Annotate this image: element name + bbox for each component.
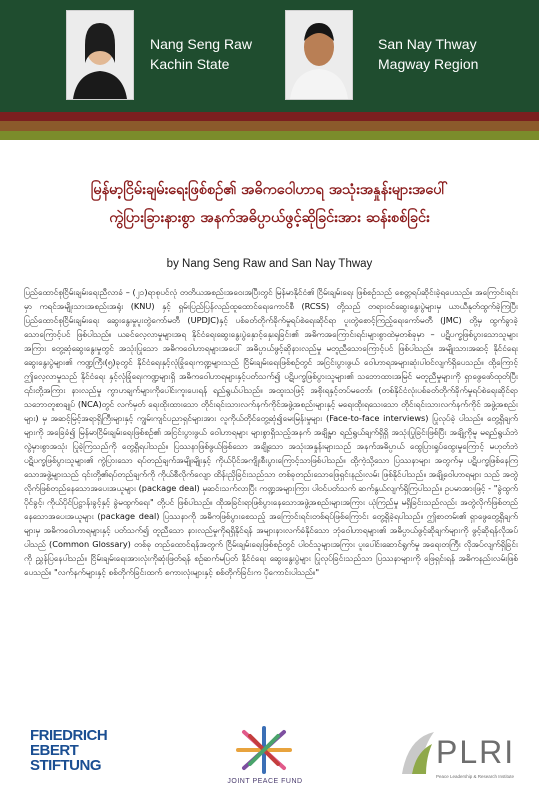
person-left-name: Nang Seng Raw bbox=[150, 36, 252, 52]
article-byline: by Nang Seng Raw and San Nay Thway bbox=[166, 258, 373, 270]
fes-logo-line3: STIFTUNG bbox=[30, 757, 101, 774]
plri-mark-icon bbox=[398, 728, 438, 780]
plri-subtitle: Peace Leadership & Research Institute bbox=[436, 774, 515, 779]
footer-logos bbox=[0, 720, 539, 810]
portrait-icon bbox=[286, 11, 352, 99]
accent-stripe-red bbox=[0, 112, 539, 121]
person-left-region: Kachin State bbox=[150, 56, 230, 72]
person-right-region: Magway Region bbox=[378, 56, 479, 72]
person-right-name: San Nay Thway bbox=[378, 36, 477, 52]
avatar-san-nay-thway bbox=[285, 10, 353, 100]
fes-logo bbox=[30, 728, 122, 773]
joint-peace-fund-label: JOINT PEACE FUND bbox=[227, 778, 303, 785]
portrait-icon bbox=[67, 11, 133, 99]
fes-logo-line1: FRIEDRICH bbox=[30, 727, 108, 744]
fes-logo-line2: EBERT bbox=[30, 742, 79, 759]
accent-stripe-brown bbox=[0, 121, 539, 131]
article-title-line1: မြန်မာ့ငြိမ်းချမ်းရေးဖြစ်စဉ်၏ အဓိကဝေါဟာရ အသုံးအနှုန်းများအပေါ် bbox=[90, 182, 449, 198]
article-title bbox=[14, 176, 525, 232]
avatar-nang-seng-raw bbox=[66, 10, 134, 100]
header-banner bbox=[0, 0, 539, 112]
article-title-line2: ကွဲပြားခြားနားစွာ အနက်အဓိပ္ပာယ်ဖွင့်ဆိုခြင်းအား ဆန်းစစ်ခြင်း bbox=[109, 210, 430, 226]
plri-logo-text: PLRI bbox=[436, 734, 516, 770]
accent-stripe-olive bbox=[0, 131, 539, 140]
article-body: ပြည်ထောင်စုငြိမ်းချမ်းရေးညီလာခံ – (၂၁)ရာစုပင်လုံ တတိယအစည်းအဝေးအပြီးတွင် မြန်မာနိုင်ငံ၏ ငြိမ်းချမ်းရေး ဖြစ်စဉ်သည် စေတ္တရပ်ဆိုင်းခဲ့ရပေသည်။ အကြောင်းရင်းမှာ ကရင်အမျိုးသားအစည်းအရုံး (KNU) နှင့် ရှမ်းပြည်ပြန်လည်ထူထောင်ရေးကောင်စီ (RCSS) တို့သည် တရားဝင်ဆွေးနွေးပွဲများမှ ယာယီနုတ်ထွက်ခဲ့ကြပြီး ပြည်ထောင်စုငြိမ်းချမ်းရေး ဆွေးနွေးမှုပူးတွဲကော်မတီ (UPDJC)နှင့် ပစ်ခတ်တိုက်ခိုက်မှုရပ်စဲရေးဆိုင်ရာ ပူးတွဲစောင့်ကြည့်ရေးကော်မတီ (JMC) တို့မှ ထွက်ခွာခဲ့သောကြောင့်ပင် ဖြစ်ပါသည်။ ယခင်လေ့လာမှုများအရ နိုင်ငံရေးဆွေးနွေးပွဲနှောင့်နှေးရခြင်း၏ အဓိကအကြောင်းရင်းများစွာထဲမှတစ်ခုမှာ – ပဋိပက္ခဖြစ်ပွားသောသူများအကြား တွေ့ဆုံဆွေးနွေးမှုတွင် အသုံးပြုသော အဓိကဝေါဟာရများအပေါ် အဓိပ္ပာယ်ဖွင့်ဆိုနားလည်မှု မတူညီသောကြောင့်ပင် ဖြစ်ပါသည်။ အမျိုးသားအဆင့် နိုင်ငံရေးဆွေးနွေးပွဲများ၏ ကဏ္ဍကြီး(၅)ခုတွင် နိုင်ငံရေးနှင့်လုံခြုံရေးကဏ္ဍများသည် ငြိမ်းချမ်းရေးဖြစ်စဉ်တွင် အငြင်းပွားဖွယ် ဝေါဟာရအများဆုံးပါဝင်လျက်ရှိပေသည်။ ထို့ကြောင့် ဤလေ့လာမှုသည် နိုင်ငံရေး နှင့်လုံခြုံရေးကဏ္ဍများရှိ အဓိကဝေါဟာရများနှင့်ပတ်သက်၍ ပဋိပက္ခဖြစ်ပွားသူများ၏ သဘောထားအမြင် မတူညီမှုများကို ရှာဖွေဖော်ထုတ်ပြီး ၎င်းတို့အကြား နားလည်မှု ကွာဟချက်များကိုပေါင်းကူးပေးရန် ရည်ရွယ်ပါသည်။ အထူးသဖြင့် အစိုးရနှင့်တပ်မတော်၊ (တစ်နိုင်ငံလုံးပစ်ခတ်တိုက်ခိုက်မှုရပ်စဲရေးဆိုင်ရာ သဘောတူစာချုပ် (NCA)တွင် လက်မှတ် ရေးထိုးထားသော တိုင်းရင်းသားလက်နက်ကိုင်အဖွဲ့အစည်းများနှင့် မရေးထိုးရသေးသော တိုင်းရင်းသားလက်နက်ကိုင် အဖွဲ့အစည်းများ) မှ အဆင့်မြင့်အရာရှိကြီးများနှင့် ကျွမ်းကျင်ပညာရှင်များအား လူကိုယ်တိုင်တွေ့ဆုံ၍မေးမြန်းမှုများ (Face-to-face interviews) ပြုလုပ်ခဲ့ ပါသည်။ တွေ့ရှိချက်များကို အခြေခံ၍ မြန်မာငြိမ်းချမ်းရေးဖြစ်စဉ်၏ အငြင်းပွားဖွယ် ဝေါဟာရများ များစွာရှိသည့်အနက် အချို့မှာ ရည်ရွယ်ချက်ရှိရှိ အသုံးပြုခြင်းဖြစ်ပြီး အချို့ကိုမူ မရည်ရွယ်ဘဲလွဲမှားစွာအသုံး ပြုခဲ့ကြသည်ကို တွေ့ရှိရပါသည်။ ပြဿနာဖြစ်ဖွယ်ဖြစ်သော အချို့သော အသုံးအနှုန်းများသည် အနက်အဓိပ္ပာယ် ထွေပြားရှုပ်ထွေးမှုကြောင့် မဟုတ်ဘဲ ပဋိပက္ခဖြစ်ပွားသူများ၏ ကွဲပြားသော ရပ်တည်ချက်အမျိုးမျိုးနှင့် ကိုယ်ပိုင်အကျိုးစီးပွားကြောင့်သာဖြစ်ပါသည်။ ထို့ကဲ့သို့သော ပြဿနာများ အတွက်မှ ပဋိပက္ခဖြစ်နေကြသောအဖွဲ့များသည် ၎င်းတို့၏ရပ်တည်ချက်ကို ကိုယ်စီလိုက်လျော ထိန်းညှိခြင်းသည်သာ တစ်ခုတည်းသောဖြေရှင်းနည်းလမ်း ဖြစ်နိုင်ပါသည်။ အချို့ဝေါဟာရများ သည် အတွဲလိုက်ဖြစ်တည်နေသောအပေးအယူများ (package deal) မှဆင်းသက်လာပြီး ကဏ္ဍအများကြား ပါဝင်ပတ်သက် ဆက်နွယ်လျက်ရှိကြပါသည်။ ဥပမာအားဖြင့် - "ခွဲထွက်ပိုင်ခွင့်၊ ကိုယ်ပိုင်ပြဋ္ဌာန်းခွင့်နှင့် ခွဲမထွက်ရေး" တို့ပင် ဖြစ်ပါသည်။ ထိုအခြင်းရာဖြစ်ပွားနေသောအဖွဲ့အစည်းများအကြား ယုံကြည်မှု မရှိခြင်းသည်လည်း အတွဲလိုက်ဖြစ်တည် နေသောအပေးအယူများ (package deal) ပြဿနာကို အဓိကဖြစ်ပွားစေသည့် အကြောင်းရင်းတစ်ရပ်ဖြစ်ကြောင်း တွေ့ရှိခဲ့ရပါသည်။ ဤစာတမ်း၏ ရှာဖွေတွေ့ရှိချက်များမှ အဓိကဝေါဟာရများနှင့် ပတ်သက်၍ တူညီသော နားလည်မှုကိုရရှိနိုင်ရန် အများနားလက်ခံနိုင်သော ဘုံဝေါဟာရများ၏ အဓိပ္ပာယ်ဖွင့်ဆိုချက်များကို ဖွင့်ဆိုရန်လိုအပ်ပါသည် (Common Glossary) တစ်ခု တည်ထောင်ရန်အတွက် ငြိမ်းချမ်းရေးဖြစ်စဉ်တွင် ပါဝင်သူများအကြား ပူးပေါင်းဆောင်ရွက်မှု အရေးတကြီး လိုအပ်လျက်ရှိခြင်းကို ညွှန်ပြနေပါသည်။ ငြိမ်းချမ်းရေးအားလုံးကိုဆုံးဖြတ်ရန် စဉ်ဆက်မပြတ် နိုင်ငံရေး ဆွေးနွေးပွဲများ ပြုလုပ်ခြင်းသည်သာ ပြဿနာများကို ဖြေရှင်းရန် အဓိကနည်းလမ်းဖြစ်ပေသည်။ "လက်နက်များနှင့် စစ်တိုက်ခြင်းထက် စကားလုံးများနှင့် စစ်တိုက်ခြင်းက ပိုကောင်းပါသည်။" bbox=[24, 287, 518, 577]
joint-peace-fund-icon bbox=[224, 724, 304, 776]
